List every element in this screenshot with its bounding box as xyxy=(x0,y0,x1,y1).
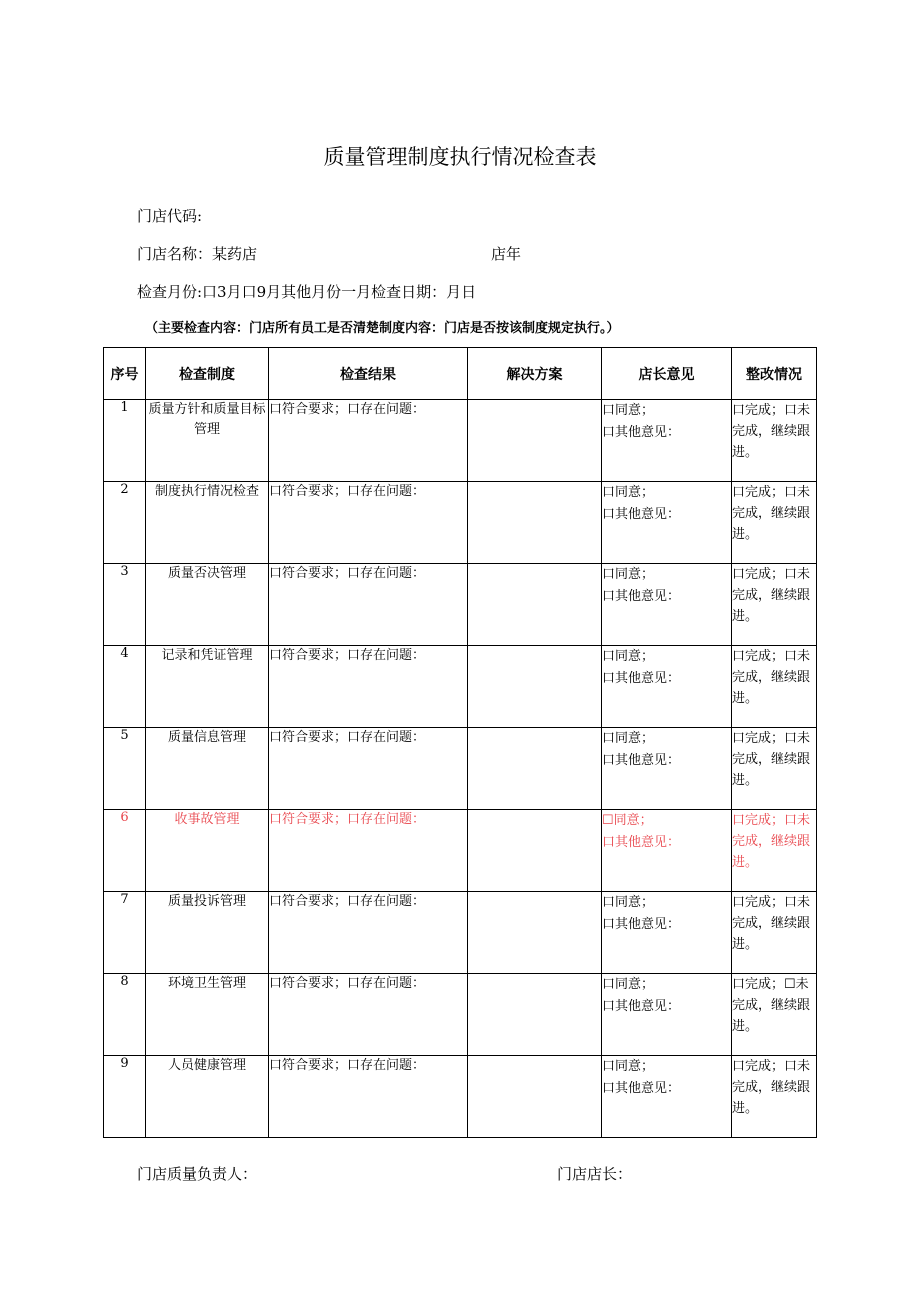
row-system-name: 质量投诉管理 xyxy=(146,892,269,974)
opinion-agree-option[interactable]: 口同意； xyxy=(602,649,655,664)
row-rectify-options[interactable]: 口完成；口未完成，继续跟进。 xyxy=(732,810,817,892)
header-opinion: 店长意见 xyxy=(602,348,732,400)
row-rectify-options[interactable]: 口完成；口未完成，继续跟进。 xyxy=(732,1056,817,1138)
row-solution[interactable] xyxy=(468,482,602,564)
check-month-label: 检查月份:口3月口9月其他月份一月检查日期：月日 xyxy=(137,283,477,301)
opinion-other-option[interactable]: 口其他意见： xyxy=(602,1081,681,1096)
row-opinion[interactable] xyxy=(602,564,732,646)
row-solution[interactable] xyxy=(468,1056,602,1138)
row-opinion[interactable] xyxy=(602,482,732,564)
opinion-other-option[interactable]: 口其他意见： xyxy=(602,835,681,850)
inspection-table xyxy=(103,347,817,1138)
row-solution[interactable] xyxy=(468,646,602,728)
opinion-agree-option[interactable]: 口同意； xyxy=(602,485,655,500)
table-row xyxy=(104,810,817,892)
row-system-name: 质量方针和质量目标管理 xyxy=(146,400,269,482)
row-system-name: 环境卫生管理 xyxy=(146,974,269,1056)
row-result-options[interactable]: 口符合要求；口存在问题： xyxy=(269,810,468,892)
check-content-note: （主要检查内容：门店所有员工是否清楚制度内容：门店是否按该制度规定执行。） xyxy=(145,321,620,336)
header-system: 检查制度 xyxy=(146,348,269,400)
table-row xyxy=(104,400,817,482)
page-title: 质量管理制度执行情况检查表 xyxy=(323,145,597,169)
opinion-agree-option[interactable]: 口同意； xyxy=(602,1059,655,1074)
row-number: 3 xyxy=(104,564,146,646)
row-solution[interactable] xyxy=(468,892,602,974)
row-number: 1 xyxy=(104,400,146,482)
opinion-other-option[interactable]: 口其他意见： xyxy=(602,425,681,440)
row-result-options[interactable]: 口符合要求；口存在问题： xyxy=(269,564,468,646)
opinion-agree-option[interactable]: 口同意； xyxy=(602,731,655,746)
row-result-options[interactable]: 口符合要求；口存在问题： xyxy=(269,728,468,810)
table-row xyxy=(104,564,817,646)
row-solution[interactable] xyxy=(468,728,602,810)
row-opinion[interactable] xyxy=(602,1056,732,1138)
row-solution[interactable] xyxy=(468,400,602,482)
row-rectify-options[interactable]: 口完成；☐未完成，继续跟进。 xyxy=(732,974,817,1056)
table-row xyxy=(104,728,817,810)
header-no: 序号 xyxy=(104,348,146,400)
row-system-name: 制度执行情况检查 xyxy=(146,482,269,564)
opinion-agree-option[interactable]: 口同意； xyxy=(602,567,655,582)
quality-person-signature: 门店质量负责人： xyxy=(137,1165,258,1183)
header-result: 检查结果 xyxy=(269,348,468,400)
row-rectify-options[interactable]: 口完成；口未完成，继续跟进。 xyxy=(732,646,817,728)
row-system-name: 质量信息管理 xyxy=(146,728,269,810)
row-result-options[interactable]: 口符合要求；口存在问题： xyxy=(269,892,468,974)
row-system-name: 记录和凭证管理 xyxy=(146,646,269,728)
row-result-options[interactable]: 口符合要求；口存在问题： xyxy=(269,646,468,728)
table-header-row xyxy=(104,348,817,400)
table-row xyxy=(104,974,817,1056)
opinion-other-option[interactable]: 口其他意见： xyxy=(602,753,681,768)
opinion-other-option[interactable]: 口其他意见： xyxy=(602,589,681,604)
opinion-other-option[interactable]: 口其他意见： xyxy=(602,917,681,932)
opinion-agree-option[interactable]: ☐同意； xyxy=(602,813,653,828)
row-system-name: 人员健康管理 xyxy=(146,1056,269,1138)
opinion-agree-option[interactable]: 口同意； xyxy=(602,977,655,992)
row-number: 7 xyxy=(104,892,146,974)
row-rectify-options[interactable]: 口完成；口未完成，继续跟进。 xyxy=(732,564,817,646)
row-result-options[interactable]: 口符合要求；口存在问题： xyxy=(269,974,468,1056)
header-solution: 解决方案 xyxy=(468,348,602,400)
opinion-other-option[interactable]: 口其他意见： xyxy=(602,507,681,522)
row-system-name: 质量否决管理 xyxy=(146,564,269,646)
row-opinion[interactable] xyxy=(602,646,732,728)
row-opinion[interactable] xyxy=(602,400,732,482)
opinion-other-option[interactable]: 口其他意见： xyxy=(602,671,681,686)
opinion-agree-option[interactable]: 口同意； xyxy=(602,403,655,418)
store-year-label: 店年 xyxy=(491,245,522,263)
row-number: 8 xyxy=(104,974,146,1056)
row-rectify-options[interactable]: 口完成；口未完成，继续跟进。 xyxy=(732,892,817,974)
header-rectify: 整改情况 xyxy=(732,348,817,400)
opinion-other-option[interactable]: 口其他意见： xyxy=(602,999,681,1014)
row-solution[interactable] xyxy=(468,564,602,646)
row-solution[interactable] xyxy=(468,974,602,1056)
row-number: 4 xyxy=(104,646,146,728)
row-rectify-options[interactable]: 口完成；口未完成，继续跟进。 xyxy=(732,400,817,482)
row-system-name: 收事故管理 xyxy=(146,810,269,892)
row-result-options[interactable]: 口符合要求；口存在问题： xyxy=(269,482,468,564)
row-result-options[interactable]: 口符合要求；口存在问题： xyxy=(269,1056,468,1138)
row-number: 5 xyxy=(104,728,146,810)
table-row xyxy=(104,1056,817,1138)
table-row xyxy=(104,482,817,564)
row-result-options[interactable]: 口符合要求；口存在问题： xyxy=(269,400,468,482)
table-body xyxy=(104,400,817,1138)
store-name-label: 门店名称：某药店 xyxy=(137,245,258,263)
row-opinion[interactable] xyxy=(602,892,732,974)
table-row xyxy=(104,892,817,974)
row-number: 2 xyxy=(104,482,146,564)
row-solution[interactable] xyxy=(468,810,602,892)
row-rectify-options[interactable]: 口完成；口未完成，继续跟进。 xyxy=(732,482,817,564)
row-rectify-options[interactable]: 口完成；口未完成，继续跟进。 xyxy=(732,728,817,810)
opinion-agree-option[interactable]: 口同意； xyxy=(602,895,655,910)
store-code-label: 门店代码: xyxy=(137,207,203,225)
row-opinion[interactable] xyxy=(602,810,732,892)
store-manager-signature: 门店店长： xyxy=(557,1165,633,1183)
row-number: 6 xyxy=(104,810,146,892)
table-row xyxy=(104,646,817,728)
row-opinion[interactable] xyxy=(602,974,732,1056)
row-opinion[interactable] xyxy=(602,728,732,810)
row-number: 9 xyxy=(104,1056,146,1138)
